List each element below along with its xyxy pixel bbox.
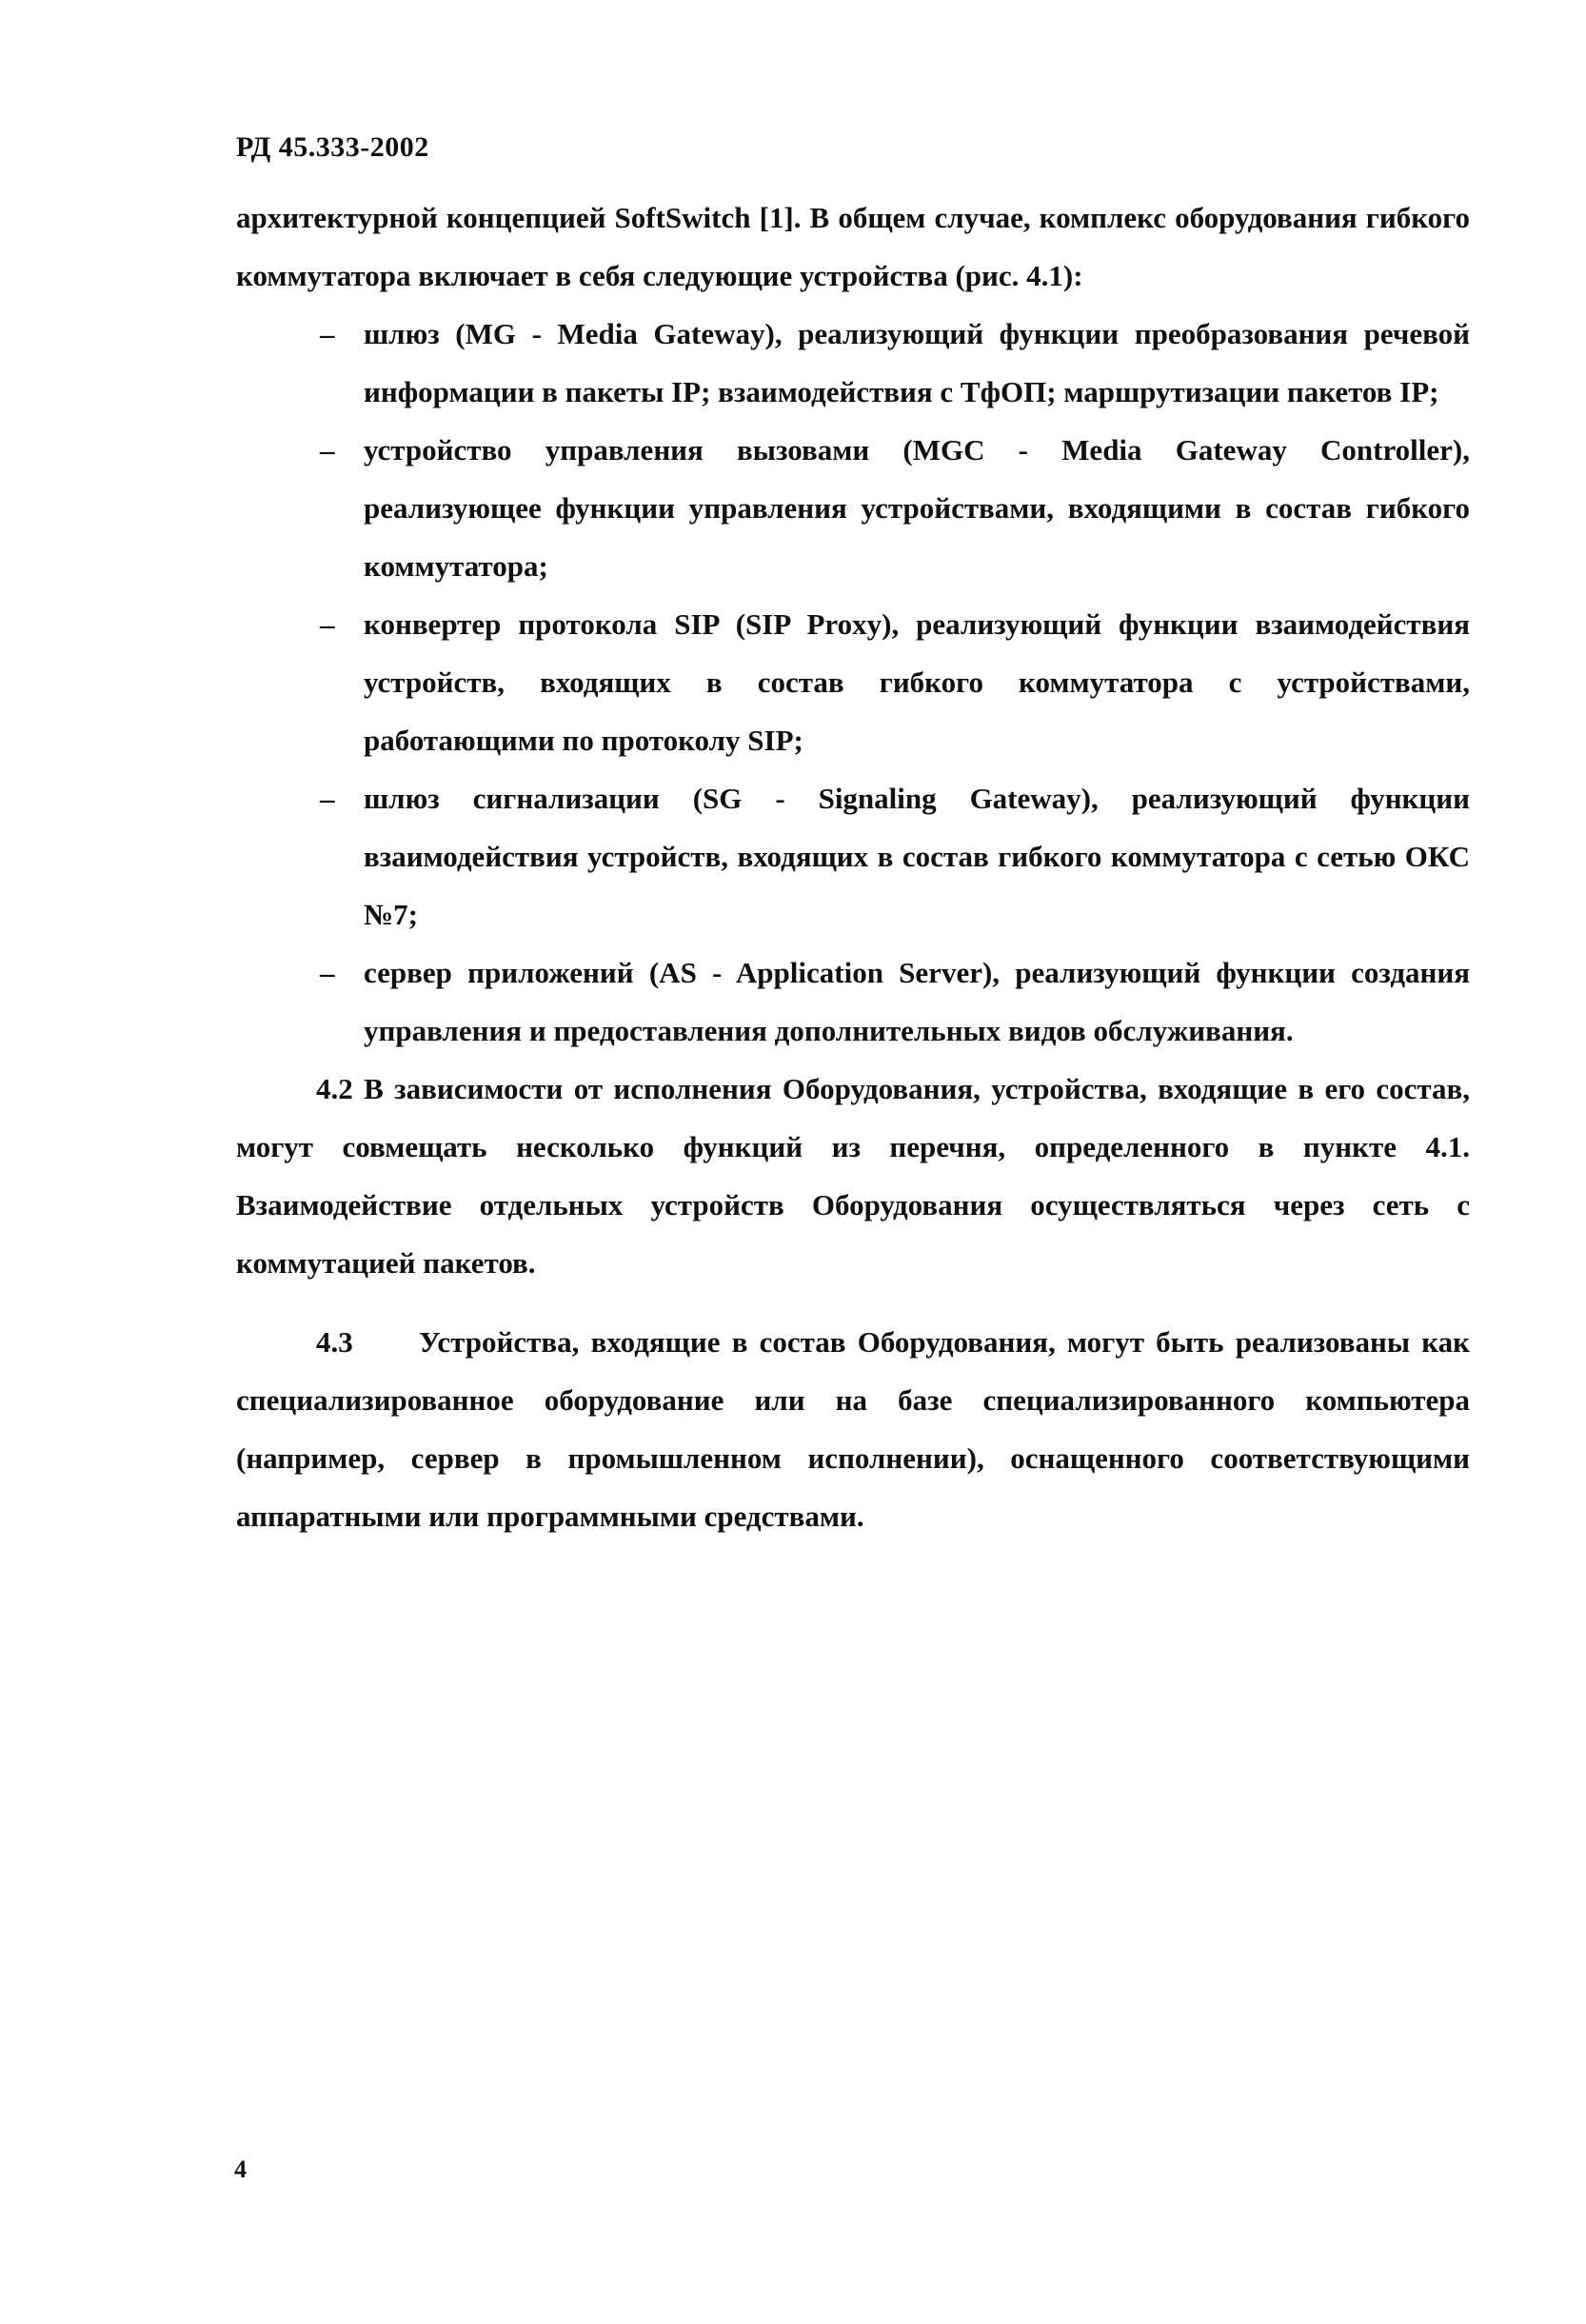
page-number: 4 (234, 2155, 247, 2183)
list-item-text: устройство управления вызовами (MGC - Media Gateway Controller), реализующее функции управления устройствами, входящими в состав гибкого коммутатора; (364, 433, 1470, 583)
dash-bullet: – (320, 956, 335, 989)
list-item-text: конвертер протокола SIP (SIP Proxy), реализующий функции взаимодействия устройств, входящих в состав гибкого коммутатора с устройствами, работающими по протоколу SIP; (364, 607, 1470, 757)
intro-paragraph: архитектурной концепцией SoftSwitch [1]. В общем случае, комплекс оборудования гибкого коммутатора включает в себя следующие устройства (рис. 4.1): (236, 201, 1470, 292)
list-item (236, 944, 1470, 1060)
dash-bullet: – (320, 317, 335, 350)
list-item (236, 769, 1470, 944)
document-code-header: РД 45.333-2002 (236, 131, 429, 163)
list-item-text: шлюз сигнализации (SG - Signaling Gateway), реализующий функции взаимодействия устройств, входящих в состав гибкого коммутатора с сетью ОКС №7; (364, 782, 1470, 931)
list-item (236, 421, 1470, 595)
dash-bullet: – (320, 433, 335, 467)
dash-bullet: – (320, 607, 335, 641)
document-body (236, 189, 1470, 1545)
list-item-text: сервер приложений (AS - Application Server), реализующий функции создания управления и предоставления дополнительных видов обслуживания. (364, 956, 1470, 1047)
list-item-text: шлюз (MG - Media Gateway), реализующий функции преобразования речевой информации в пакеты IP; взаимодействия с ТфОП; маршрутизации пакетов IP; (364, 317, 1470, 408)
device-list (236, 305, 1470, 1060)
paragraph-4-3 (236, 1313, 1470, 1545)
paragraph-4-3-text: Устройства, входящие в состав Оборудования, могут быть реализованы как специализированное оборудование или на базе специализированного компьютера (например, сервер в промышленном исполнении), оснащенного соответствующими аппаратными или программными средствами. (236, 1325, 1470, 1533)
paragraph-4-2: 4.2 В зависимости от исполнения Оборудования, устройства, входящие в его состав, могут совмещать несколько функций из перечня, определенного в пункте 4.1. Взаимодействие отдельных устройств Оборудования осуществляться через сеть с коммутацией пакетов. (236, 1072, 1470, 1280)
list-item (236, 305, 1470, 421)
section-number: 4.3 (316, 1325, 353, 1359)
list-item (236, 595, 1470, 769)
dash-bullet: – (320, 782, 335, 815)
